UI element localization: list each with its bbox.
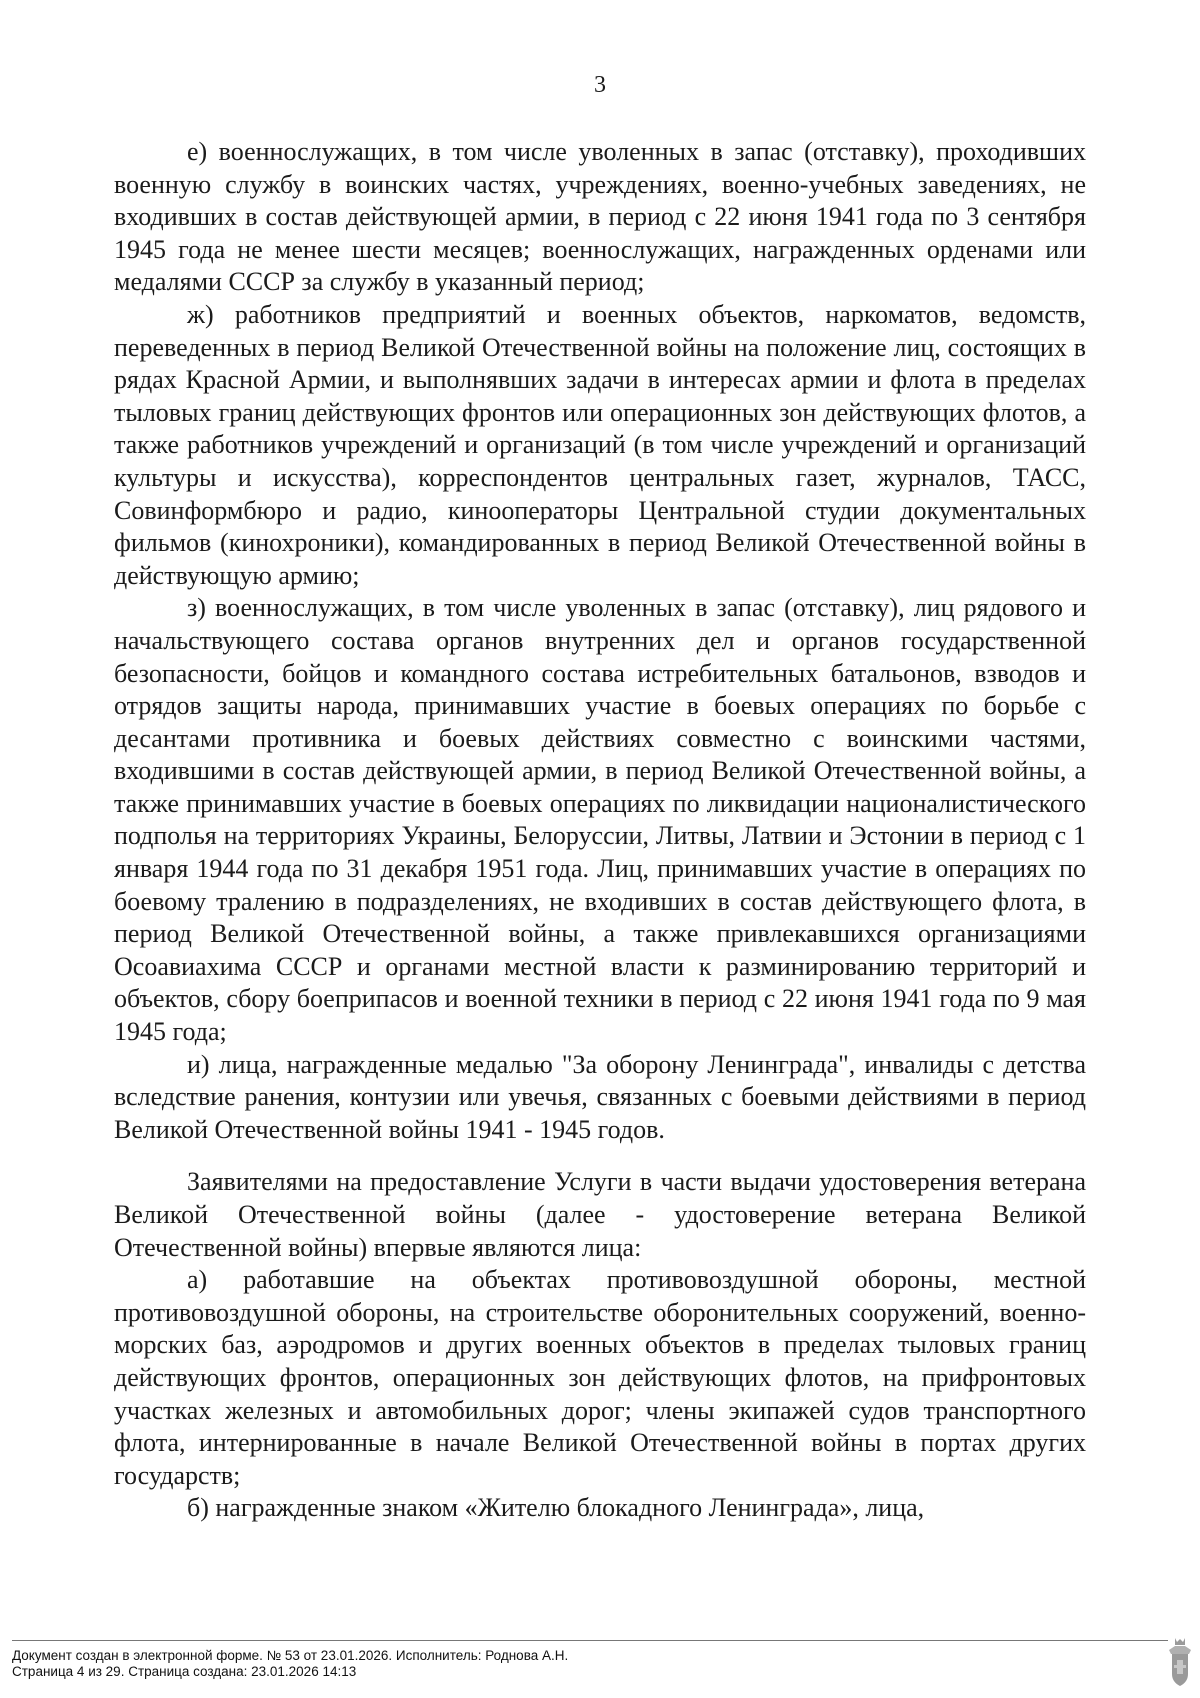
paragraph-applicants: Заявителями на предоставление Услуги в части выдачи удостоверения ветерана Великой Отечественной войны (далее - удостоверение ветерана Великой Отечественной войны) впервые являются лица: <box>114 1167 1086 1262</box>
footer-line-page-info: Страница 4 из 29. Страница создана: 23.01.2026 14:13 <box>12 1664 357 1679</box>
paragraph-zh: ж) работников предприятий и военных объектов, наркоматов, ведомств, переведенных в период Великой Отечественной войны на положение лиц, состоящих в рядах Красной Армии, и выполнявших задачи в интересах армии и флота в пределах тыловых границ действующих фронтов или операционных зон действующих флотов, а также работников учреждений и организаций (в том числе учреждений и организаций культуры и искусства), корреспондентов центральных газет, журналов, ТАСС, Совинформбюро и радио, кинооператоры Центральной студии документальных фильмов (кинохроники), командированных в период Великой Отечественной войны в действующую армию; <box>114 299 1086 590</box>
coat-of-arms-icon <box>1166 1636 1194 1690</box>
paragraph-b: б) награжденные знаком «Жителю блокадного Ленинграда», лица, <box>187 1493 925 1523</box>
document-footer <box>12 1648 1112 1680</box>
paragraph-z: з) военнослужащих, в том числе уволенных в запас (отставку), лиц рядового и начальствующего состава органов внутренних дел и органов государственной безопасности, бойцов и командного состава истребительных батальонов, взводов и отрядов защиты народа, принимавших участие в боевых операциях по борьбе с десантами противника и боевых действиях совместно с воинскими частями, входившими в состав действующей армии, в период Великой Отечественной войны, а также принимавших участие в боевых операциях по ликвидации националистического подполья на территориях Украины, Белоруссии, Литвы, Латвии и Эстонии в период с 1 января 1944 года по 31 декабря 1951 года. Лиц, принимавших участие в операциях по боевому тралению в подразделениях, не входивших в состав действующего флота, в период Великой Отечественной войны, а также привлекавшихся организациями Осоавиахима СССР и органами местной власти к разминированию территорий и объектов, сбору боеприпасов и военной техники в период с 22 июня 1941 года по 9 мая 1945 года; <box>114 593 1086 1047</box>
paragraph-i: и) лица, награжденные медалью "За оборону Ленинграда", инвалиды с детства вследствие ранения, контузии или увечья, связанных с боевыми действиями в период Великой Отечественной войны 1941 - 1945 годов. <box>114 1049 1086 1144</box>
page-number: 3 <box>594 72 606 98</box>
footer-line-document-info: Документ создан в электронной форме. № 53 от 23.01.2026. Исполнитель: Роднова А.Н. <box>12 1648 569 1663</box>
document-body <box>114 136 1086 1525</box>
paragraph-a: а) работавшие на объектах противовоздушной обороны, местной противовоздушной обороны, на строительстве оборонительных сооружений, военно-морских баз, аэродромов и других военных объектов в пределах тыловых границ действующих фронтов, операционных зон действующих флотов, на прифронтовых участках железных и автомобильных дорог; члены экипажей судов транспортного флота, интернированные в начале Великой Отечественной войны в портах других государств; <box>114 1265 1086 1490</box>
paragraph-e: е) военнослужащих, в том числе уволенных в запас (отставку), проходивших военную службу в воинских частях, учреждениях, военно-учебных заведениях, не входивших в состав действующей армии, в период с 22 июня 1941 года по 3 сентября 1945 года не менее шести месяцев; военнослужащих, награжденных орденами или медалями СССР за службу в указанный период; <box>114 137 1086 297</box>
footer-divider <box>12 1640 1168 1641</box>
